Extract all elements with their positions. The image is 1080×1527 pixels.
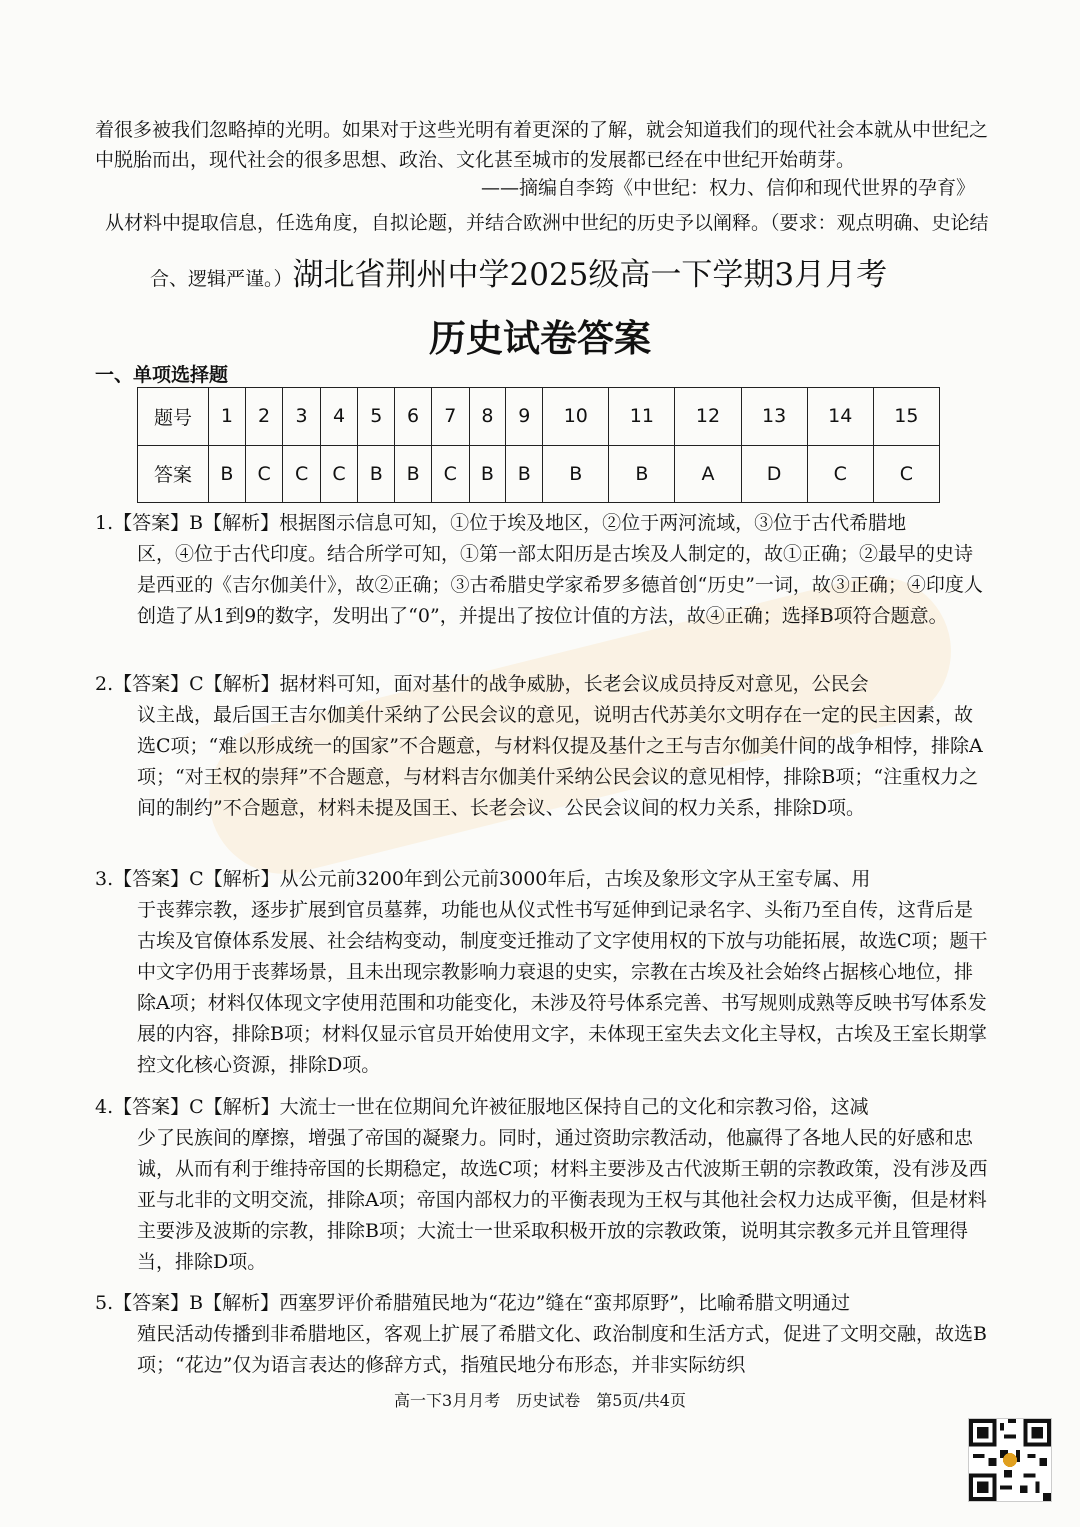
explanation-heading: 2.【答案】C【解析】据材料可知，面对基什的战争威胁，长老会议成员持反对意见，公民会: [95, 673, 869, 695]
answer-cell: B: [395, 445, 432, 503]
answer-cell: C: [432, 445, 469, 503]
question-number: 13: [741, 388, 807, 446]
task-line-1: 从材料中提取信息，任选角度，自拟论题，并结合欧洲中世纪的历史予以阐释。（要求：观点明确、史论结: [105, 212, 989, 234]
answer-cell: B: [358, 445, 395, 503]
explanation-heading: 4.【答案】C【解析】大流士一世在位期间允许被征服地区保持自己的文化和宗教习俗，这减: [95, 1096, 869, 1118]
explanation-body: 议主战，最后国王吉尔伽美什采纳了公民会议的意见，说明古代苏美尔文明存在一定的民主因素，故选C项；“难以形成统一的国家”不合题意，与材料仅提及基什之王与吉尔伽美什间的战争相悖，排除A项；“对王权的崇拜”不合题意，与材料吉尔伽美什采纳公民会议的意见相悖，排除B项；“注重权力之间的制约”不合题意，材料未提及国王、长老会议、公民会议间的权力关系，排除D项。: [137, 704, 983, 819]
answer-cell: B: [506, 445, 543, 503]
explanation-body: 于丧葬宗教，逐步扩展到官员墓葬，功能也从仪式性书写延伸到记录名字、头衔乃至自传，这背后是古埃及官僚体系发展、社会结构变动，制度变迁推动了文字使用权的下放与功能拓展，故选C项；题干中文字仍用于丧葬场景，且未出现宗教影响力衰退的史实，宗教在古埃及社会始终占据核心地位，排除A项；材料仅体现文字使用范围和功能变化，未涉及符号体系完善、书写规则成熟等反映书写体系发展的内容，排除B项；材料仅显示官员开始使用文字，未体现王室失去文化主导权，古埃及王室长期掌控文化核心资源，排除D项。: [137, 899, 988, 1076]
answer-cell: C: [320, 445, 357, 503]
row-label-number: 题号: [138, 388, 209, 446]
answer-cell: D: [741, 445, 807, 503]
explanation-4: [95, 1092, 990, 1278]
answer-row: [138, 445, 940, 503]
explanation-heading: 5.【答案】B【解析】西塞罗评价希腊殖民地为“花边”缝在“蛮邦原野”，比喻希腊文明通过: [95, 1292, 850, 1314]
title-row: [150, 255, 950, 299]
question-number: 1: [209, 388, 246, 446]
question-number: 9: [506, 388, 543, 446]
page-footer: 高一下3月月考 历史试卷 第5页/共4页: [394, 1391, 686, 1410]
explanation-5: [95, 1288, 990, 1381]
question-number: 12: [675, 388, 741, 446]
explanation-1: [95, 508, 990, 632]
question-number: 5: [358, 388, 395, 446]
question-number-row: [138, 388, 940, 446]
question-number: 11: [609, 388, 675, 446]
answer-cell: C: [283, 445, 320, 503]
row-label-answer: 答案: [138, 445, 209, 503]
question-number: 3: [283, 388, 320, 446]
question-number: 4: [320, 388, 357, 446]
answer-cell: C: [873, 445, 939, 503]
section-heading: 一、单项选择题: [95, 364, 229, 386]
intro-line-2: 中脱胎而出，现代社会的很多思想、政治、文化甚至城市的发展都已经在中世纪开始萌芽。: [95, 149, 856, 171]
qr-code-icon: [968, 1418, 1052, 1502]
question-number: 8: [469, 388, 506, 446]
answer-cell: B: [209, 445, 246, 503]
explanation-2: [95, 669, 990, 824]
question-number: 10: [543, 388, 609, 446]
page-title: 历史试卷答案: [429, 317, 651, 360]
intro-line-1: 着很多被我们忽略掉的光明。如果对于这些光明有着更深的了解，就会知道我们的现代社会本就从中世纪之: [95, 119, 989, 141]
question-number: 15: [873, 388, 939, 446]
explanation-body: 殖民活动传播到非希腊地区，客观上扩展了希腊文化、政治制度和生活方式，促进了文明交融，故选B项；“花边”仅为语言表达的修辞方式，指殖民地分布形态，并非实际纺织: [137, 1323, 987, 1376]
question-number: 2: [245, 388, 282, 446]
question-number: 14: [807, 388, 873, 446]
explanation-heading: 3.【答案】C【解析】从公元前3200年到公元前3000年后，古埃及象形文字从王室专属、用: [95, 868, 871, 890]
explanation-body: 区，④位于古代印度。结合所学可知，①第一部太阳历是古埃及人制定的，故①正确；②最早的史诗是西亚的《吉尔伽美什》，故②正确；③古希腊史学家希罗多德首创“历史”一词，故③正确；④印度人创造了从1到9的数字，发明出了“0”，并提出了按位计值的方法，故④正确；选择B项符合题意。: [137, 543, 983, 627]
exam-title: 湖北省荆州中学2025级高一下学期3月月考: [292, 257, 888, 293]
explanation-body: 少了民族间的摩擦，增强了帝国的凝聚力。同时，通过资助宗教活动，他赢得了各地人民的好感和忠诚，从而有利于维持帝国的长期稳定，故选C项；材料主要涉及古代波斯王朝的宗教政策，没有涉及西亚与北非的文明交流，排除A项；帝国内部权力的平衡表现为王权与其他社会权力达成平衡，但是材料主要涉及波斯的宗教，排除B项；大流士一世采取积极开放的宗教政策，说明其宗教多元并且管理得当，排除D项。: [137, 1127, 988, 1273]
answer-cell: C: [807, 445, 873, 503]
explanation-3: [95, 864, 990, 1081]
explanation-heading: 1.【答案】B【解析】根据图示信息可知，①位于埃及地区，②位于两河流域，③位于古代希腊地: [95, 512, 907, 534]
answer-cell: A: [675, 445, 741, 503]
task-line-2: 合、逻辑严谨。）: [150, 268, 293, 290]
answer-cell: B: [469, 445, 506, 503]
question-number: 6: [395, 388, 432, 446]
question-number: 7: [432, 388, 469, 446]
answer-cell: B: [609, 445, 675, 503]
answer-table: [137, 387, 940, 503]
intro-source: ——摘编自李筠《中世纪：权力、信仰和现代世界的孕育》: [480, 177, 975, 199]
answer-cell: C: [245, 445, 282, 503]
answer-cell: B: [543, 445, 609, 503]
